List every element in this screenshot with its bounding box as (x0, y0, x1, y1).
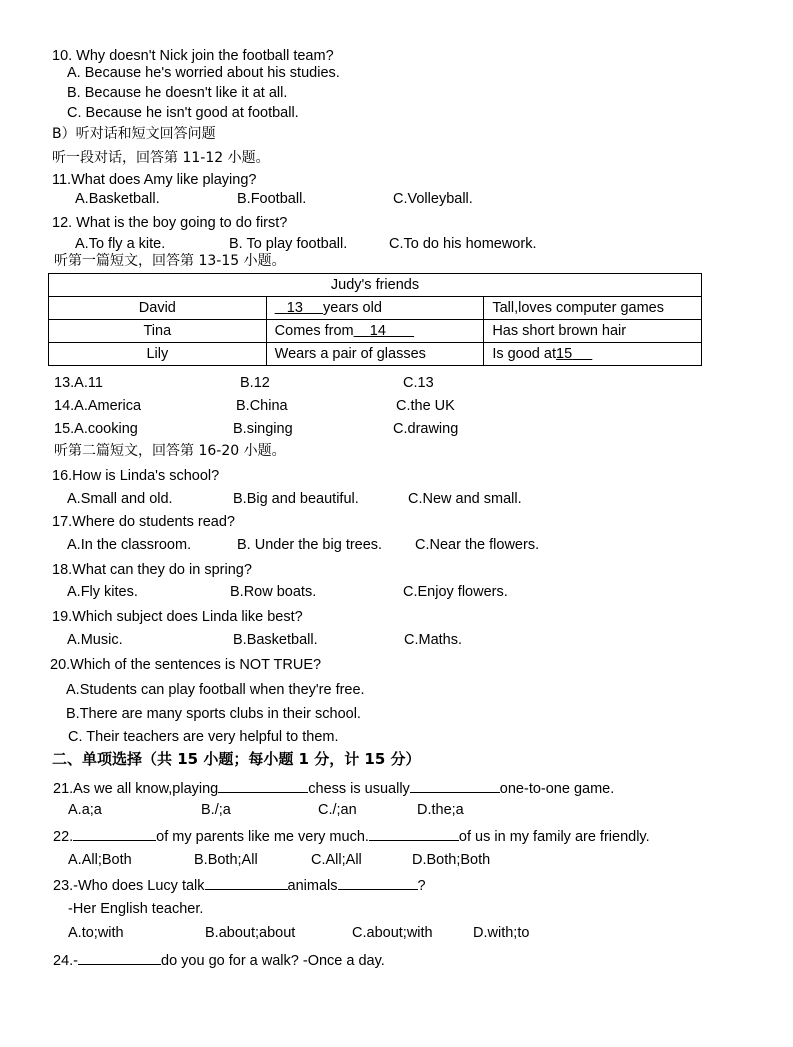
q16-option-a: A.Small and old. (67, 491, 173, 507)
q10-option-b: B. Because he doesn't like it at all. (67, 85, 288, 101)
q17-option-a: A.In the classroom. (67, 537, 192, 553)
table-cell-name: Tina (49, 320, 267, 343)
table-cell-description: Tall,loves computer games (484, 297, 702, 320)
q18-option-a: A.Fly kites. (67, 584, 138, 600)
judys-friends-table (48, 273, 702, 366)
q13-option-a: 13.A.11 (54, 375, 103, 391)
blank (338, 875, 418, 890)
q12-option-c: C.To do his homework. (389, 236, 537, 252)
q22-option-c: C.All;All (311, 852, 362, 868)
blank-15: 15 (556, 346, 573, 362)
q21-question: 21.As we all know,playing chess is usually one-to-one game. (53, 778, 614, 798)
table-title: Judy's friends (49, 274, 702, 297)
q20-question: 20.Which of the sentences is NOT TRUE? (50, 657, 322, 673)
table-cell-name: David (49, 297, 267, 320)
q22-question: 22. of my parents like me very much. of us in my family are friendly. (53, 826, 650, 846)
q13-option-b: B.12 (240, 375, 270, 391)
q15-option-a: 15.A.cooking (54, 421, 138, 437)
q20-option-b: B.There are many sports clubs in their school. (66, 706, 361, 722)
passage2-intro: 听第二篇短文，回答第 16-20 小题。 (54, 443, 286, 459)
q19-option-a: A.Music. (67, 632, 123, 648)
blank (410, 778, 500, 793)
q21-option-a: A.a;a (68, 802, 102, 818)
q15-option-b: B.singing (233, 421, 293, 437)
q24-question: 24.- do you go for a walk? -Once a day. (53, 950, 385, 970)
q21-option-c: C./;an (318, 802, 357, 818)
section-b-intro: 听一段对话，回答第 11-12 小题。 (52, 150, 270, 166)
q19-option-b: B.Basketball. (233, 632, 318, 648)
q23-option-a: A.to;with (68, 925, 124, 941)
section-2-title: 二、单项选择（共 15 小题；每小题 1 分，计 15 分） (52, 750, 421, 768)
q21-option-d: D.the;a (417, 802, 464, 818)
table-row (49, 297, 702, 320)
q17-question: 17.Where do students read? (52, 514, 235, 530)
table-cell-origin: Comes from 14 (266, 320, 484, 343)
q11-option-c: C.Volleyball. (393, 191, 473, 207)
q11-question: 11.What does Amy like playing? (52, 172, 257, 188)
q16-option-b: B.Big and beautiful. (233, 491, 359, 507)
q23-option-c: C.about;with (352, 925, 433, 941)
q17-option-b: B. Under the big trees. (237, 537, 383, 553)
table-cell-age: 13 years old (266, 297, 484, 320)
q23-question: 23.-Who does Lucy talk animals ? (53, 875, 426, 895)
section-b-title: B）听对话和短文回答问题 (52, 126, 216, 142)
q10-option-a: A. Because he's worried about his studies. (67, 65, 340, 81)
q13-option-c: C.13 (403, 375, 434, 391)
table-row (49, 320, 702, 343)
passage1-intro: 听第一篇短文，回答第 13-15 小题。 (54, 253, 286, 269)
blank (218, 778, 308, 793)
blank (369, 826, 459, 841)
q17-option-c: C.Near the flowers. (415, 537, 540, 553)
table-cell-description: Has short brown hair (484, 320, 702, 343)
q15-option-c: C.drawing (393, 421, 459, 437)
q23-option-d: D.with;to (473, 925, 530, 941)
q14-option-c: C.the UK (396, 398, 455, 414)
blank (78, 950, 161, 965)
blank-13: 13 (286, 300, 303, 316)
q19-question: 19.Which subject does Linda like best? (52, 609, 303, 625)
q14-option-b: B.China (236, 398, 288, 414)
q22-option-a: A.All;Both (68, 852, 132, 868)
table-cell-name: Lily (49, 343, 267, 366)
blank (73, 826, 156, 841)
q20-option-a: A.Students can play football when they're free. (66, 682, 365, 698)
q10-question: 10. Why doesn't Nick join the football team? (52, 48, 334, 64)
q18-option-c: C.Enjoy flowers. (403, 584, 508, 600)
q22-option-b: B.Both;All (194, 852, 258, 868)
q23-option-b: B.about;about (205, 925, 296, 941)
q12-question: 12. What is the boy going to do first? (52, 215, 288, 231)
q20-option-c: C. Their teachers are very helpful to them. (68, 729, 339, 745)
q11-option-b: B.Football. (237, 191, 307, 207)
table-cell-feature: Wears a pair of glasses (266, 343, 484, 366)
q18-option-b: B.Row boats. (230, 584, 317, 600)
q16-question: 16.How is Linda's school? (52, 468, 220, 484)
q18-question: 18.What can they do in spring? (52, 562, 252, 578)
table-row (49, 343, 702, 366)
q10-option-c: C. Because he isn't good at football. (67, 105, 299, 121)
blank (205, 875, 288, 890)
q21-option-b: B./;a (201, 802, 231, 818)
table-cell-description: Is good at15 (484, 343, 702, 366)
q16-option-c: C.New and small. (408, 491, 522, 507)
q22-option-d: D.Both;Both (412, 852, 491, 868)
q14-option-a: 14.A.America (54, 398, 142, 414)
blank-14: 14 (369, 323, 386, 339)
q23-answer: -Her English teacher. (68, 901, 204, 917)
q11-option-a: A.Basketball. (75, 191, 160, 207)
q12-option-a: A.To fly a kite. (75, 236, 166, 252)
q19-option-c: C.Maths. (404, 632, 463, 648)
q12-option-b: B. To play football. (229, 236, 348, 252)
